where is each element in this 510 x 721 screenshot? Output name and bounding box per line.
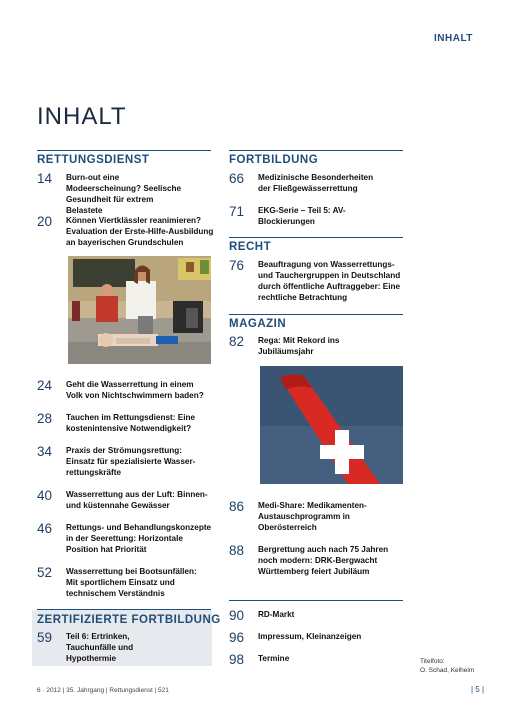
page-number: 34 [37, 444, 53, 459]
entry-title: Medizinische Besonderheiten der Fließgewässerrettung [258, 173, 374, 193]
toc-entry[interactable] [37, 379, 217, 401]
section-divider [229, 237, 403, 238]
page-number: 46 [37, 521, 53, 536]
section-divider [37, 150, 211, 151]
page-number: 96 [229, 630, 245, 645]
entry-title: Impressum, Kleinanzeigen [258, 632, 362, 641]
page-title: INHALT [37, 103, 127, 130]
toc-entry[interactable] [37, 445, 217, 478]
page-number: 20 [37, 214, 53, 229]
page-number: 52 [37, 565, 53, 580]
toc-entry[interactable] [37, 631, 212, 664]
entry-title: RD-Markt [258, 610, 295, 619]
entry-title: Tauchen im Rettungsdienst: Eine kostenintensive Notwendigkeit? [66, 413, 196, 433]
entry-title: Medi-Share: Medikamenten-Austauschprogramm in Oberösterreich [258, 501, 367, 532]
section-heading-rettungsdienst: RETTUNGSDIENST [37, 154, 150, 166]
page-number: 88 [229, 543, 245, 558]
entry-title: Burn-out eine Modeerscheinung? Seelische Gesundheit für extrem Belastete [66, 173, 182, 215]
toc-entry[interactable] [37, 412, 217, 434]
page-number: 76 [229, 258, 245, 273]
toc-entry[interactable] [229, 544, 409, 577]
toc-entry[interactable] [229, 609, 409, 623]
caption-label: Titelfoto: [420, 658, 445, 665]
page-number: 90 [229, 608, 245, 623]
section-heading-zertifizierte: ZERTIFIZIERTE FORTBILDUNG [37, 614, 221, 626]
cover-photo-credit [420, 658, 474, 675]
page-number: 24 [37, 378, 53, 393]
header-label: INHALT [434, 33, 473, 44]
page-number: 59 [37, 630, 53, 645]
footer-page-number: | 5 | [471, 685, 485, 694]
entry-title: Wasserrettung bei Bootsunfällen: Mit sportlichem Einsatz und technischem Verständnis [66, 567, 197, 598]
toc-entry[interactable] [37, 566, 217, 599]
toc-entry[interactable] [229, 172, 409, 194]
page-number: 40 [37, 488, 53, 503]
page-number: 14 [37, 171, 53, 186]
page-number: 98 [229, 652, 245, 667]
footer-issue-info: 6 · 2012 | 35. Jahrgang | Rettungsdienst | 521 [37, 687, 169, 694]
toc-entry[interactable] [37, 522, 217, 555]
entry-title: Termine [258, 654, 290, 663]
entry-title: Beauftragung von Wasserrettungs- und Tauchergruppen in Deutschland durch öffentliche Auftraggeber: Eine rechtliche Betrachtung [258, 260, 401, 302]
toc-entry[interactable] [37, 172, 217, 216]
page-number: 86 [229, 499, 245, 514]
entry-title: Teil 6: Ertrinken, Tauchunfälle und Hypothermie [66, 632, 134, 663]
toc-entry[interactable] [37, 489, 217, 511]
toc-entry[interactable] [229, 500, 409, 533]
page-number: 28 [37, 411, 53, 426]
entry-title: Können Viertklässler reanimieren? Evaluation der Erste-Hilfe-Ausbildung an bayerischen Grundschulen [66, 216, 214, 247]
entry-title: EKG-Serie – Teil 5: AV-Blockierungen [258, 206, 346, 226]
caption-credit: O. Schad, Kelheim [420, 666, 475, 674]
toc-entry[interactable] [229, 259, 409, 303]
page-number: 71 [229, 204, 245, 219]
page-number: 66 [229, 171, 245, 186]
rega-aircraft-tail-photo [260, 366, 403, 484]
section-heading-recht: RECHT [229, 241, 272, 253]
section-heading-fortbildung: FORTBILDUNG [229, 154, 319, 166]
section-divider [229, 150, 403, 151]
toc-entry[interactable] [37, 215, 217, 248]
entry-title: Rega: Mit Rekord ins Jubiläumsjahr [258, 336, 340, 356]
entry-title: Bergrettung auch nach 75 Jahren noch modern: DRK-Bergwacht Württemberg feiert Jubiläum [258, 545, 389, 576]
page-number: 82 [229, 334, 245, 349]
entry-title: Wasserrettung aus der Luft: Binnen- und küstennahe Gewässer [66, 490, 208, 510]
section-heading-magazin: MAGAZIN [229, 318, 287, 330]
section-divider [229, 600, 403, 601]
cpr-classroom-photo [68, 256, 211, 364]
toc-entry[interactable] [229, 653, 409, 667]
entry-title: Rettungs- und Behandlungskonzepte in der Seerettung: Horizontale Position hat Priorität [66, 523, 212, 554]
section-divider [229, 314, 403, 315]
toc-entry[interactable] [229, 631, 409, 645]
entry-title: Praxis der Strömungsrettung: Einsatz für spezialisierte Wasser-rettungskräfte [66, 446, 196, 477]
toc-entry[interactable] [229, 335, 409, 357]
entry-title: Geht die Wasserrettung in einem Volk von Nichtschwimmern baden? [66, 380, 204, 400]
toc-entry[interactable] [229, 205, 409, 227]
